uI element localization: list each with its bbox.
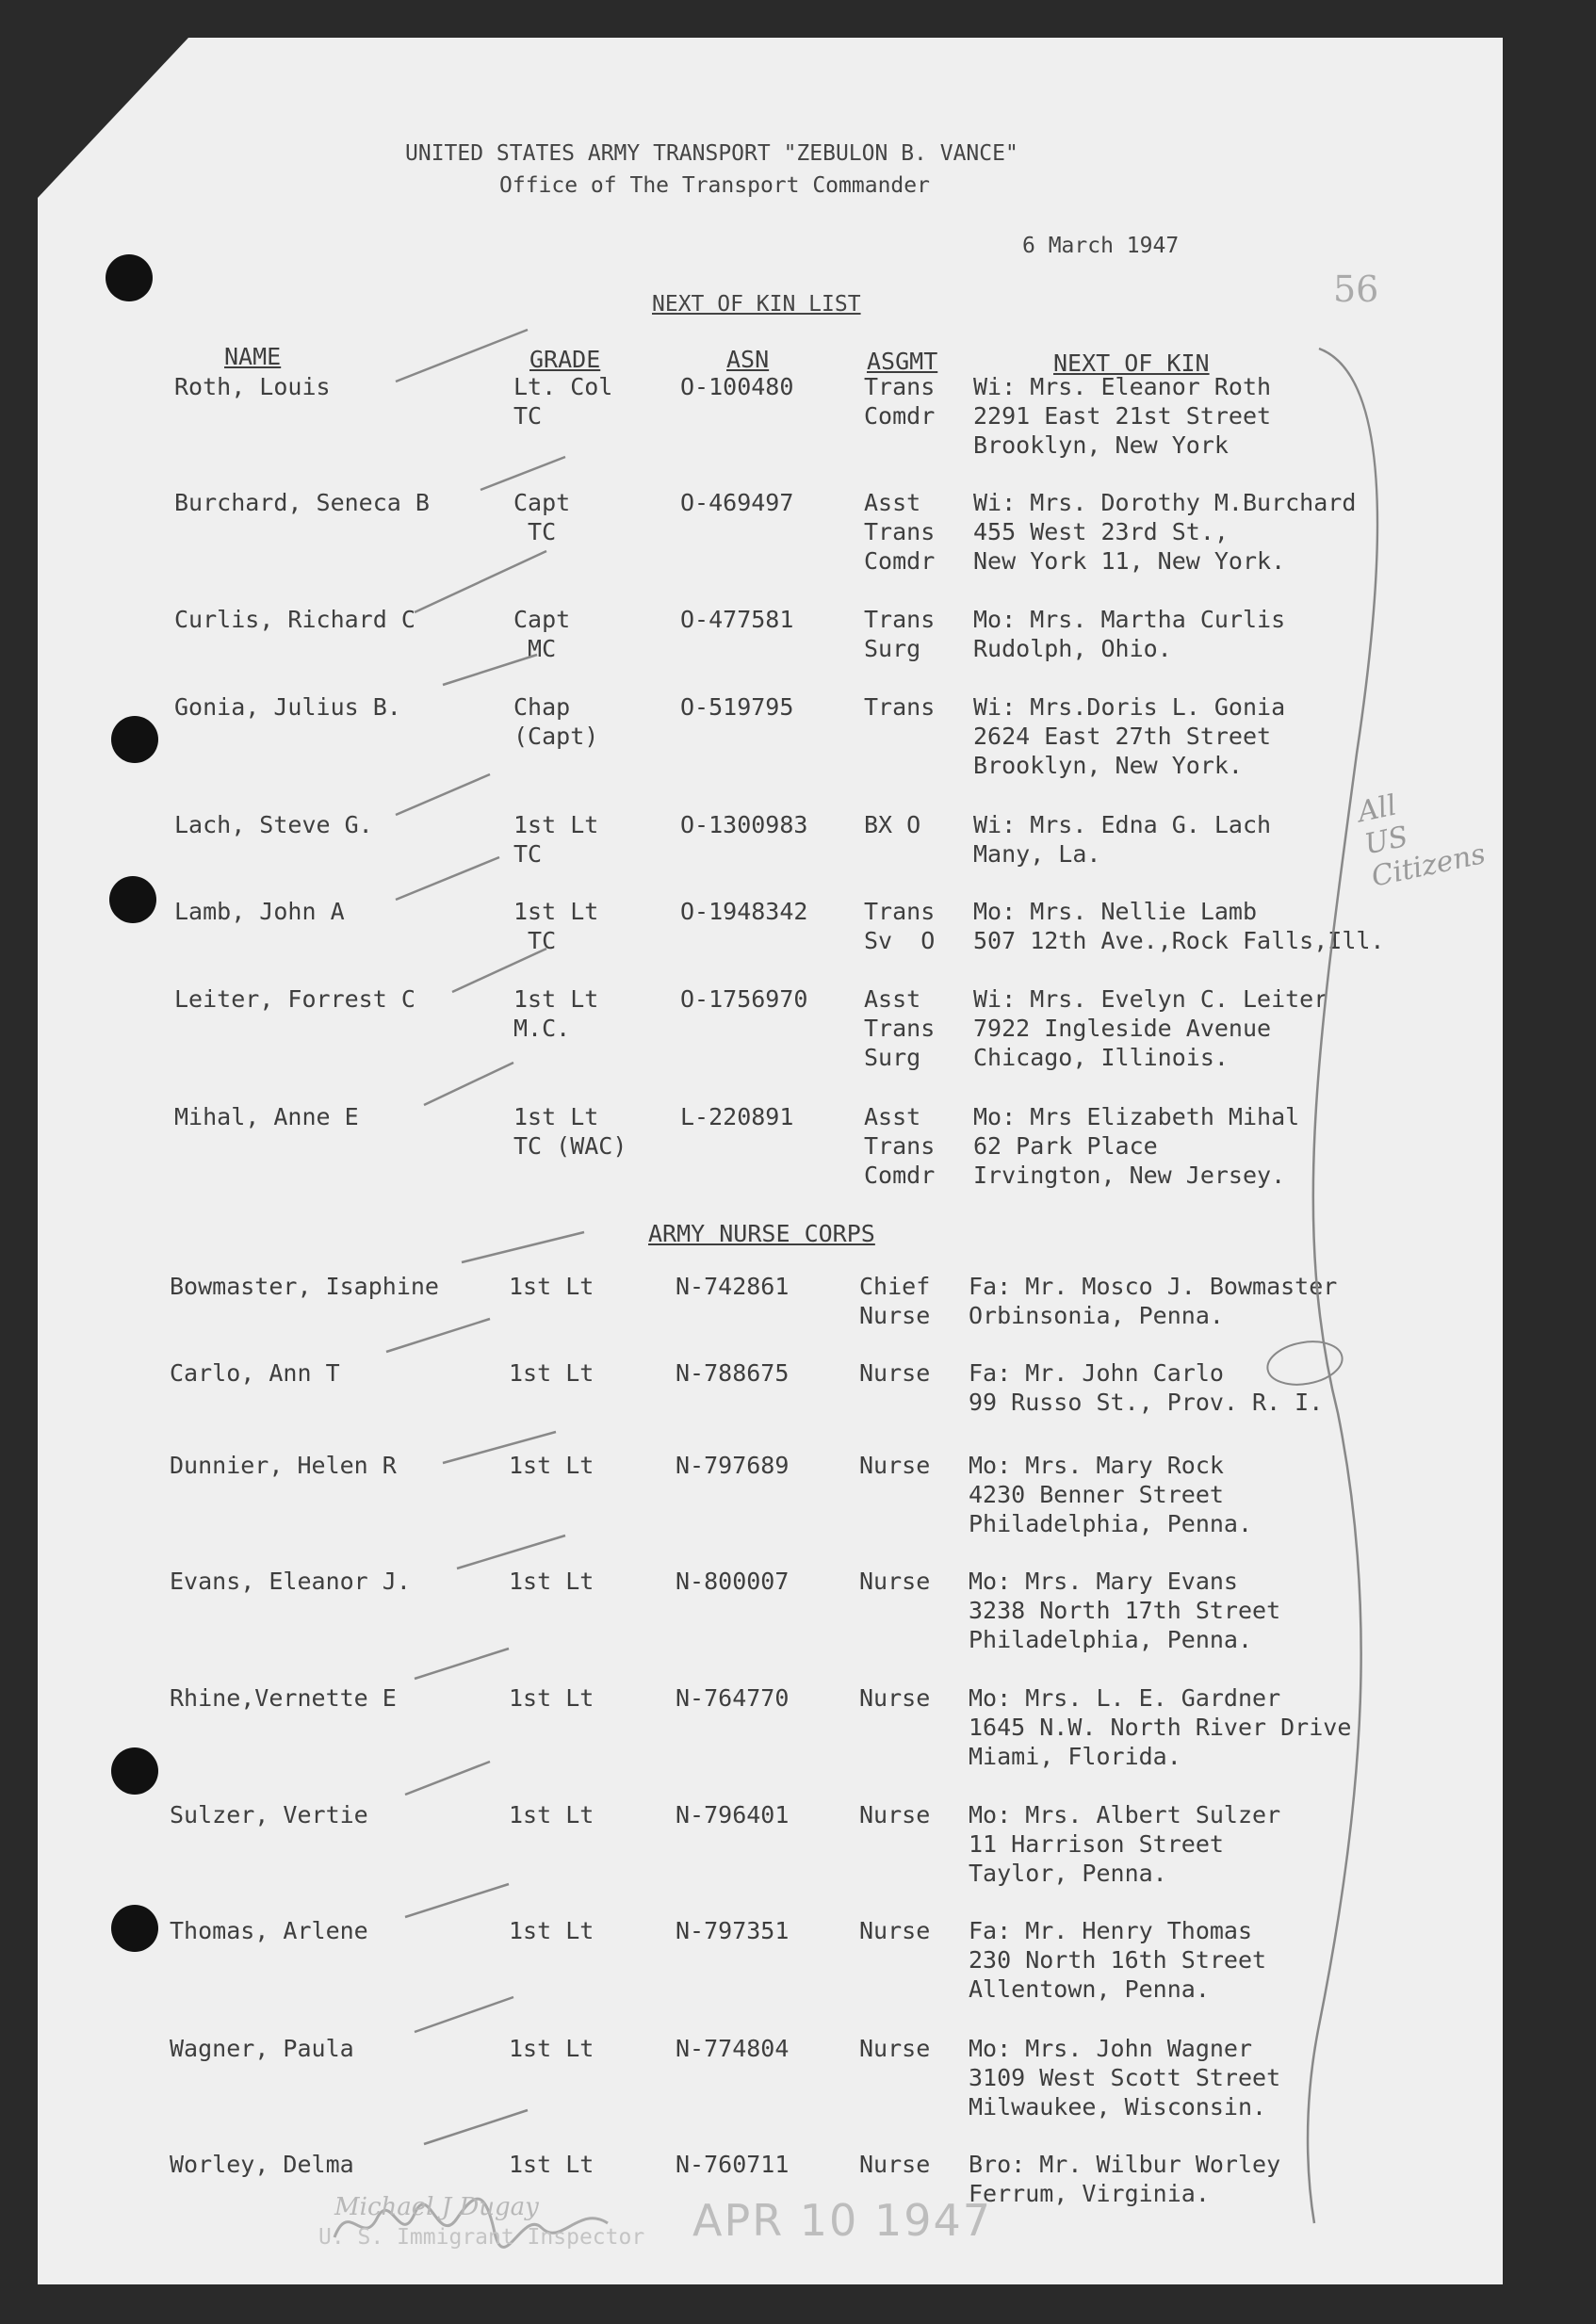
cell-asgmt: Asst Trans Surg (864, 985, 936, 1071)
cell-grade: Lt. Col TC (513, 373, 613, 430)
cell-kin: Mo: Mrs Elizabeth Mihal 62 Park Place Irvington, New Jersey. (973, 1103, 1300, 1189)
column-header-kin: NEXT OF KIN (1053, 349, 1210, 377)
cell-asgmt: Nurse (859, 2151, 931, 2178)
cell-name: Dunnier, Helen R (170, 1452, 397, 1479)
cell-kin: Mo: Mrs. L. E. Gardner 1645 N.W. North River Drive Miami, Florida. (969, 1684, 1352, 1770)
cell-grade: 1st Lt (509, 1568, 594, 1595)
cell-name: Thomas, Arlene (170, 1917, 368, 1944)
column-header-asgmt: ASGMT (867, 348, 938, 375)
document-date: 6 March 1947 (1022, 234, 1180, 258)
cell-kin: Wi: Mrs. Eleanor Roth 2291 East 21st Street Brooklyn, New York (973, 373, 1272, 459)
cell-asn: O-519795 (680, 693, 794, 721)
cell-asgmt: Nurse (859, 1452, 931, 1479)
cell-kin: Wi: Mrs. Dorothy M.Burchard 455 West 23rd St., New York 11, New York. (973, 489, 1357, 575)
cell-name: Curlis, Richard C (174, 606, 415, 633)
column-header-asn: ASN (726, 346, 770, 373)
cell-grade: Capt TC (513, 489, 571, 545)
cell-grade: 1st Lt (509, 1452, 594, 1479)
cell-asn: O-1300983 (680, 811, 808, 838)
received-stamp-date: APR 10 1947 (692, 2195, 993, 2246)
cell-asn: O-100480 (680, 373, 794, 400)
cell-name: Roth, Louis (174, 373, 331, 400)
cell-name: Gonia, Julius B. (174, 693, 401, 721)
header-line-1: UNITED STATES ARMY TRANSPORT "ZEBULON B. VANCE" (405, 141, 1018, 166)
column-header-name: NAME (224, 343, 282, 370)
cell-name: Worley, Delma (170, 2151, 354, 2178)
cell-kin: Fa: Mr. John Carlo 99 Russo St., Prov. R. I. (969, 1359, 1324, 1416)
cell-grade: 1st Lt (509, 2035, 594, 2062)
stamp-signature-name: Michael J Dugay (334, 2193, 539, 2221)
cell-grade: 1st Lt TC (513, 898, 599, 954)
cell-asgmt: Nurse (859, 1801, 931, 1828)
cell-name: Bowmaster, Isaphine (170, 1273, 439, 1300)
cell-kin: Wi: Mrs.Doris L. Gonia 2624 East 27th Street Brooklyn, New York. (973, 693, 1286, 779)
cell-asn: N-774804 (676, 2035, 790, 2062)
cell-asn: N-797351 (676, 1917, 790, 1944)
cell-name: Lamb, John A (174, 898, 345, 925)
cell-name: Evans, Eleanor J. (170, 1568, 411, 1595)
cell-grade: 1st Lt (509, 1273, 594, 1300)
inspector-title: U. S. Immigrant Inspector (318, 2225, 645, 2250)
page-number: 56 (1333, 268, 1379, 310)
cell-asn: N-788675 (676, 1359, 790, 1387)
cell-name: Carlo, Ann T (170, 1359, 340, 1387)
cell-kin: Mo: Mrs. Mary Rock 4230 Benner Street Philadelphia, Penna. (969, 1452, 1253, 1537)
cell-grade: 1st Lt TC (WAC) (513, 1103, 627, 1160)
cell-kin: Bro: Mr. Wilbur Worley Ferrum, Virginia. (969, 2151, 1281, 2207)
cell-asgmt: Nurse (859, 1359, 931, 1387)
cell-asgmt: Nurse (859, 1684, 931, 1712)
cell-asn: N-742861 (676, 1273, 790, 1300)
section-title-nurse-corps: ARMY NURSE CORPS (648, 1220, 875, 1247)
cell-name: Leiter, Forrest C (174, 985, 415, 1013)
cell-grade: 1st Lt TC (513, 811, 599, 868)
cell-asgmt: Asst Trans Comdr (864, 1103, 936, 1189)
cell-asgmt: Asst Trans Comdr (864, 489, 936, 575)
cell-asgmt: Trans Surg (864, 606, 936, 662)
cell-asgmt: Chief Nurse (859, 1273, 931, 1329)
cell-kin: Mo: Mrs. John Wagner 3109 West Scott Street Milwaukee, Wisconsin. (969, 2035, 1281, 2121)
cell-kin: Mo: Mrs. Mary Evans 3238 North 17th Street Philadelphia, Penna. (969, 1568, 1281, 1653)
cell-asn: N-800007 (676, 1568, 790, 1595)
cell-kin: Fa: Mr. Mosco J. Bowmaster Orbinsonia, Penna. (969, 1273, 1338, 1329)
cell-grade: 1st Lt (509, 1917, 594, 1944)
cell-name: Burchard, Seneca B (174, 489, 430, 516)
cell-asgmt: Nurse (859, 2035, 931, 2062)
cell-asn: N-797689 (676, 1452, 790, 1479)
cell-grade: Capt MC (513, 606, 571, 662)
cell-kin: Fa: Mr. Henry Thomas 230 North 16th Street Allentown, Penna. (969, 1917, 1267, 2003)
list-title: NEXT OF KIN LIST (652, 292, 861, 317)
cell-asgmt: Trans (864, 693, 936, 721)
margin-note: All US Citizens (1355, 788, 1489, 894)
cell-asn: N-760711 (676, 2151, 790, 2178)
cell-grade: 1st Lt (509, 1684, 594, 1712)
cell-asn: N-764770 (676, 1684, 790, 1712)
cell-kin: Mo: Mrs. Albert Sulzer 11 Harrison Street Taylor, Penna. (969, 1801, 1281, 1887)
cell-grade: Chap (Capt) (513, 693, 599, 750)
cell-name: Wagner, Paula (170, 2035, 354, 2062)
cell-asgmt: Trans Comdr (864, 373, 936, 430)
cell-grade: 1st Lt (509, 1801, 594, 1828)
cell-asgmt: BX O (864, 811, 921, 838)
cell-grade: 1st Lt (509, 2151, 594, 2178)
cell-asn: O-1756970 (680, 985, 808, 1013)
cell-grade: 1st Lt (509, 1359, 594, 1387)
cell-grade: 1st Lt M.C. (513, 985, 599, 1042)
cell-asgmt: Trans Sv O (864, 898, 936, 954)
cell-kin: Wi: Mrs. Edna G. Lach Many, La. (973, 811, 1272, 868)
cell-name: Rhine,Vernette E (170, 1684, 397, 1712)
cell-asn: O-469497 (680, 489, 794, 516)
cell-asgmt: Nurse (859, 1917, 931, 1944)
cell-name: Sulzer, Vertie (170, 1801, 368, 1828)
cell-asn: N-796401 (676, 1801, 790, 1828)
cell-asn: O-1948342 (680, 898, 808, 925)
cell-asgmt: Nurse (859, 1568, 931, 1595)
cell-name: Mihal, Anne E (174, 1103, 359, 1130)
cell-asn: O-477581 (680, 606, 794, 633)
column-header-grade: GRADE (529, 346, 601, 373)
cell-kin: Mo: Mrs. Nellie Lamb 507 12th Ave.,Rock Falls,Ill. (973, 898, 1385, 954)
cell-kin: Mo: Mrs. Martha Curlis Rudolph, Ohio. (973, 606, 1286, 662)
cell-name: Lach, Steve G. (174, 811, 373, 838)
cell-asn: L-220891 (680, 1103, 794, 1130)
cell-kin: Wi: Mrs. Evelyn C. Leiter 7922 Ingleside Avenue Chicago, Illinois. (973, 985, 1328, 1071)
header-line-2: Office of The Transport Commander (499, 173, 930, 198)
